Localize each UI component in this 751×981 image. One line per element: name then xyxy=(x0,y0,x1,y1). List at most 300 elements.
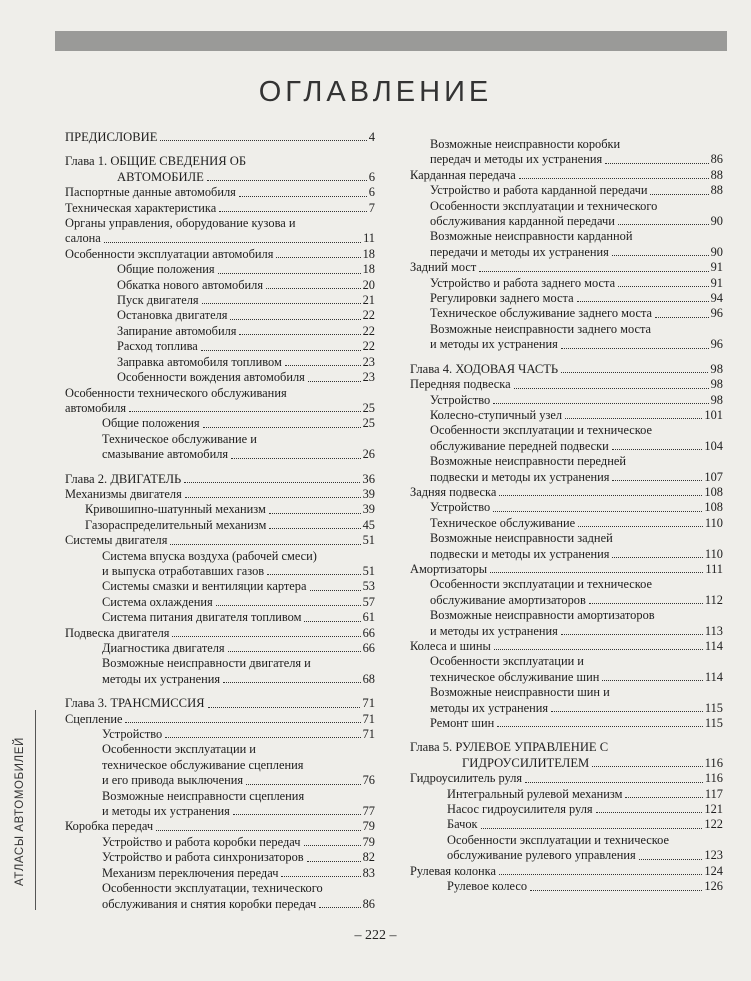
toc-entry xyxy=(410,879,723,894)
toc-entry xyxy=(65,432,375,463)
toc-entry-label: Диагностика двигателя xyxy=(102,641,225,655)
side-divider xyxy=(35,710,36,910)
toc-page-number: 66 xyxy=(362,641,375,655)
toc-entry-label: и его привода выключения xyxy=(102,773,244,788)
toc-entry xyxy=(65,278,375,293)
toc-entry-label: техническое обслуживание сцепления xyxy=(102,757,304,772)
toc-entry-label: Подвеска двигателя xyxy=(65,625,170,640)
dot-leader xyxy=(650,194,708,195)
toc-page-number: 104 xyxy=(704,438,723,453)
toc-page-number: 25 xyxy=(362,400,375,415)
toc-entry-label: Техническое обслуживание и xyxy=(102,431,257,446)
toc-entry-label: Бачок xyxy=(447,817,478,832)
toc-page-number: 86 xyxy=(362,896,375,911)
dot-leader xyxy=(577,301,709,302)
toc-entry-label: Механизмы двигателя xyxy=(65,486,182,501)
toc-entry xyxy=(410,608,723,639)
toc-page-number: 53 xyxy=(362,579,375,594)
toc-entry xyxy=(410,306,723,321)
toc-entry xyxy=(410,168,723,183)
toc-page-number: 121 xyxy=(704,802,723,817)
dot-leader xyxy=(612,255,709,256)
toc-entry-label: Система впуска воздуха (рабочей смеси) xyxy=(102,548,317,563)
toc-entry xyxy=(65,386,375,417)
toc-page-number: 111 xyxy=(705,561,723,576)
dot-leader xyxy=(156,830,360,831)
toc-entry-label: Глава 3. ТРАНСМИССИЯ xyxy=(65,696,205,711)
toc-entry xyxy=(410,516,723,531)
toc-entry-label: Рулевая колонка xyxy=(410,863,496,878)
dot-leader xyxy=(216,605,361,606)
toc-page-number: 51 xyxy=(362,533,375,548)
dot-leader xyxy=(203,427,361,428)
toc-entry xyxy=(65,533,375,548)
toc-entry xyxy=(410,485,723,500)
dot-leader xyxy=(596,812,703,813)
toc-page-number: 116 xyxy=(704,771,723,786)
toc-entry xyxy=(410,833,723,864)
toc-page-number: 22 xyxy=(362,308,375,323)
toc-page-number: 77 xyxy=(362,804,375,819)
toc-page-number: 110 xyxy=(704,546,723,561)
dot-leader xyxy=(605,163,708,164)
dot-leader xyxy=(104,242,361,243)
toc-page-number: 124 xyxy=(704,863,723,878)
toc-page-number: 113 xyxy=(704,623,723,638)
toc-entry-label: Интегральный рулевой механизм xyxy=(447,786,623,801)
toc-page-number: 90 xyxy=(710,214,723,229)
toc-entry-label: обслуживания и снятия коробки передач xyxy=(102,896,317,911)
toc-page-number: 57 xyxy=(362,594,375,609)
toc-page-number: 7 xyxy=(368,200,375,215)
toc-chapter-entry xyxy=(65,696,375,711)
toc-entry-label: Особенности вождения автомобиля xyxy=(117,370,305,385)
toc-page-number: 110 xyxy=(704,515,723,530)
toc-entry-label: Техническая характеристика xyxy=(65,200,217,215)
toc-page-number: 94 xyxy=(710,291,723,306)
dot-leader xyxy=(530,890,702,891)
dot-leader xyxy=(618,224,709,225)
toc-entry-label: Задняя подвеска xyxy=(410,484,497,499)
dot-leader xyxy=(267,574,360,575)
header-bar xyxy=(55,31,727,51)
toc-entry-label: Ремонт шин xyxy=(430,716,495,731)
toc-entry xyxy=(65,819,375,834)
toc-entry-label: Рулевое колесо xyxy=(447,879,528,894)
toc-page-number: 6 xyxy=(368,169,375,184)
toc-entry xyxy=(410,183,723,198)
toc-page-number: 86 xyxy=(710,152,723,167)
toc-entry xyxy=(410,199,723,230)
toc-entry xyxy=(410,229,723,260)
toc-entry-label: и выпуска отработавших газов xyxy=(102,563,265,578)
dot-leader xyxy=(639,859,703,860)
toc-page-number: 79 xyxy=(362,819,375,834)
toc-entry xyxy=(65,789,375,820)
toc-entry xyxy=(65,355,375,370)
toc-entry-label: Задний мост xyxy=(410,260,477,275)
toc-entry-label: Возможные неисправности карданной xyxy=(430,229,633,244)
toc-entry xyxy=(410,802,723,817)
toc-page-number: 61 xyxy=(362,610,375,625)
dot-leader xyxy=(655,317,709,318)
dot-leader xyxy=(269,528,360,529)
toc-entry-label: Возможные неисправности амортизаторов xyxy=(430,608,655,623)
toc-page-number: 71 xyxy=(362,727,375,742)
dot-leader xyxy=(304,621,360,622)
toc-entry-label: Карданная передача xyxy=(410,167,516,182)
toc-entry xyxy=(65,370,375,385)
toc-entry-label: Техническое обслуживание xyxy=(430,515,576,530)
toc-entry xyxy=(65,742,375,788)
toc-entry-label: Особенности эксплуатации и технического xyxy=(430,198,658,213)
toc-page-number: 18 xyxy=(362,262,375,277)
toc-entry-label: Устройство и работа синхронизаторов xyxy=(102,850,304,865)
page-title: ОГЛАВЛЕНИЕ xyxy=(258,76,493,108)
toc-entry xyxy=(410,531,723,562)
toc-entry xyxy=(65,727,375,742)
toc-entry-label: Глава 5. РУЛЕВОЕ УПРАВЛЕНИЕ С xyxy=(410,740,609,755)
toc-chapter-entry xyxy=(410,740,723,771)
toc-entry-label: Устройство и работа заднего моста xyxy=(430,275,616,290)
dot-leader xyxy=(239,196,367,197)
toc-entry xyxy=(65,866,375,881)
dot-leader xyxy=(578,526,703,527)
toc-entry-label: Возможные неисправности двигателя и xyxy=(102,656,311,671)
toc-entry xyxy=(410,500,723,515)
toc-entry-label: Паспортные данные автомобиля xyxy=(65,185,236,200)
toc-page-number: 39 xyxy=(362,502,375,517)
toc-page-number: 91 xyxy=(710,260,723,275)
dot-leader xyxy=(589,603,703,604)
toc-entry-label: Устройство xyxy=(430,500,491,515)
toc-page-number: 90 xyxy=(710,244,723,259)
toc-page-number: 4 xyxy=(368,130,375,144)
dot-leader xyxy=(281,876,360,877)
toc-entry-label: Регулировки заднего моста xyxy=(430,291,574,306)
dot-leader xyxy=(184,482,360,483)
dot-leader xyxy=(219,211,367,212)
toc-page-number: 71 xyxy=(362,696,375,711)
toc-page-number: 126 xyxy=(704,879,723,894)
toc-entry-label: обслуживание передней подвески xyxy=(430,438,609,453)
dot-leader xyxy=(519,178,709,179)
toc-entry xyxy=(65,502,375,517)
toc-entry xyxy=(410,260,723,275)
dot-leader xyxy=(231,458,360,459)
dot-leader xyxy=(223,682,360,683)
toc-entry xyxy=(410,276,723,291)
toc-entry xyxy=(410,408,723,423)
toc-entry-label: Возможные неисправности передней xyxy=(430,454,626,469)
toc-chapter-entry xyxy=(410,362,723,377)
toc-entry-label: Колеса и шины xyxy=(410,639,491,653)
toc-entry-label: обслуживание рулевого управления xyxy=(447,848,636,863)
toc-page-number: 114 xyxy=(704,639,723,653)
dot-leader xyxy=(561,372,708,373)
toc-entry-label: Обкатка нового автомобиля xyxy=(117,277,264,292)
dot-leader xyxy=(319,907,360,908)
toc-entry xyxy=(410,454,723,485)
toc-entry-label: Запирание автомобиля xyxy=(117,323,237,338)
toc-page-number: 98 xyxy=(710,361,723,376)
toc-entry-label: Устройство и работа карданной передачи xyxy=(430,183,648,198)
dot-leader xyxy=(246,784,360,785)
toc-entry-label: Особенности эксплуатации и xyxy=(430,654,584,669)
dot-leader xyxy=(494,649,703,650)
dot-leader xyxy=(612,557,702,558)
toc-page-number: 11 xyxy=(363,231,375,246)
toc-entry-label: и методы их устранения xyxy=(430,623,558,638)
toc-page-number: 21 xyxy=(362,293,375,308)
toc-entry-label: Сцепление xyxy=(65,711,123,726)
toc-entry-label: подвески и методы их устранения xyxy=(430,469,610,484)
toc-page-number: 116 xyxy=(704,755,723,770)
toc-entry-label: Особенности эксплуатации и техническое xyxy=(447,832,670,847)
dot-leader xyxy=(269,513,361,514)
toc-entry-label: Особенности эксплуатации, технического xyxy=(102,881,323,896)
toc-entry xyxy=(65,579,375,594)
toc-entry-label: Газораспределительный механизм xyxy=(85,517,267,532)
toc-entry-label: обслуживание амортизаторов xyxy=(430,592,586,607)
toc-entry-label: смазывание автомобиля xyxy=(102,447,229,462)
toc-entry xyxy=(410,639,723,654)
toc-right-column xyxy=(410,137,723,895)
toc-page-number: 96 xyxy=(710,306,723,321)
dot-leader xyxy=(602,680,703,681)
dot-leader xyxy=(561,348,709,349)
page-number: – 222 – xyxy=(354,928,397,943)
dot-leader xyxy=(170,544,360,545)
toc-entry xyxy=(65,881,375,912)
toc-entry-label: подвески и методы их устранения xyxy=(430,546,610,561)
toc-entry-label: Устройство xyxy=(102,727,163,742)
toc-entry-label: Общие положения xyxy=(117,262,215,277)
toc-page-number: 107 xyxy=(704,469,723,484)
toc-entry xyxy=(65,416,375,431)
toc-page-number: 26 xyxy=(362,447,375,462)
toc-entry-label: передачи и методы их устранения xyxy=(430,244,609,259)
toc-page-number: 88 xyxy=(710,183,723,198)
toc-entry-label: Пуск двигателя xyxy=(117,293,199,308)
dot-leader xyxy=(307,861,361,862)
toc-entry xyxy=(65,656,375,687)
toc-entry xyxy=(410,654,723,685)
toc-entry xyxy=(410,377,723,392)
toc-entry-label: Возможные неисправности сцепления xyxy=(102,788,305,803)
toc-entry-label: Возможные неисправности шин и xyxy=(430,685,610,700)
dot-leader xyxy=(481,828,703,829)
toc-page-number: 23 xyxy=(362,370,375,385)
toc-chapter-entry xyxy=(65,130,375,145)
toc-page-number: 20 xyxy=(362,277,375,292)
toc-entry xyxy=(65,324,375,339)
toc-entry xyxy=(65,850,375,865)
dot-leader xyxy=(285,365,361,366)
dot-leader xyxy=(165,737,360,738)
toc-entry-label: Коробка передач xyxy=(65,819,154,834)
toc-entry-label: Кривошипно-шатунный механизм xyxy=(85,502,266,517)
toc-entry-label: Устройство и работа коробки передач xyxy=(102,834,301,849)
dot-leader xyxy=(514,388,709,389)
toc-entry xyxy=(410,817,723,832)
dot-leader xyxy=(230,319,360,320)
toc-entry-label: и методы их устранения xyxy=(430,337,558,352)
toc-entry-label: Гидроусилитель руля xyxy=(410,771,523,786)
toc-entry-label: автомобиля xyxy=(65,400,127,415)
toc-page-number: 91 xyxy=(710,275,723,290)
dot-leader xyxy=(304,845,361,846)
toc-entry xyxy=(65,216,375,247)
toc-page-number: 123 xyxy=(704,848,723,863)
toc-entry xyxy=(410,716,723,731)
toc-entry-label: Система питания двигателя топливом xyxy=(102,610,302,625)
toc-entry xyxy=(65,595,375,610)
toc-entry-label: ГИДРОУСИЛИТЕЛЕМ xyxy=(462,755,590,770)
dot-leader xyxy=(239,334,360,335)
toc-entry-label: Устройство xyxy=(430,392,491,407)
toc-entry-label: Колесно-ступичный узел xyxy=(430,407,563,422)
toc-entry-label: и методы их устранения xyxy=(102,804,230,819)
toc-entry xyxy=(65,308,375,323)
toc-entry xyxy=(65,339,375,354)
toc-entry xyxy=(65,293,375,308)
dot-leader xyxy=(612,480,702,481)
toc-page-number: 117 xyxy=(704,786,723,801)
toc-entry-label: Особенности эксплуатации автомобиля xyxy=(65,246,274,261)
toc-chapter-entry xyxy=(65,472,375,487)
toc-entry-label: Особенности технического обслуживания xyxy=(65,385,287,400)
dot-leader xyxy=(233,814,361,815)
dot-leader xyxy=(172,636,360,637)
toc-page-number: 115 xyxy=(704,716,723,731)
toc-page-number: 22 xyxy=(362,339,375,354)
toc-page-number: 96 xyxy=(710,337,723,352)
toc-page-number: 115 xyxy=(704,700,723,715)
toc-entry-label: Передняя подвеска xyxy=(410,377,511,392)
toc-entry xyxy=(410,787,723,802)
dot-leader xyxy=(497,726,703,727)
toc-page-number: 36 xyxy=(362,471,375,486)
toc-entry-label: ПРЕДИСЛОВИЕ xyxy=(65,130,158,144)
toc-page-number: 101 xyxy=(704,407,723,422)
dot-leader xyxy=(185,497,361,498)
toc-page-number: 6 xyxy=(368,185,375,200)
toc-entry-label: передач и методы их устранения xyxy=(430,152,603,167)
toc-page-number: 22 xyxy=(362,323,375,338)
toc-entry xyxy=(65,185,375,200)
toc-entry xyxy=(410,393,723,408)
toc-chapter-entry xyxy=(65,154,375,185)
toc-page-number: 98 xyxy=(710,392,723,407)
toc-entry xyxy=(65,262,375,277)
toc-entry-label: АВТОМОБИЛЕ xyxy=(117,169,204,184)
toc-page-number: 23 xyxy=(362,354,375,369)
toc-entry-label: техническое обслуживание шин xyxy=(430,669,600,684)
toc-entry-label: методы их устранения xyxy=(102,671,221,686)
toc-page-number: 79 xyxy=(362,834,375,849)
series-side-label: АТЛАСЫ АВТОМОБИЛЕЙ xyxy=(14,737,26,886)
toc-entry-label: Особенности эксплуатации и техническое xyxy=(430,577,653,592)
toc-entry-label: Глава 2. ДВИГАТЕЛЬ xyxy=(65,471,182,486)
toc-entry-label: Механизм переключения передач xyxy=(102,865,279,880)
dot-leader xyxy=(266,288,361,289)
toc-entry-label: Глава 1. ОБЩИЕ СВЕДЕНИЯ ОБ xyxy=(65,154,247,169)
toc-entry xyxy=(65,610,375,625)
dot-leader xyxy=(129,411,361,412)
dot-leader xyxy=(618,286,709,287)
toc-page-number: 98 xyxy=(710,377,723,392)
dot-leader xyxy=(525,782,703,783)
toc-left-column xyxy=(65,130,375,912)
toc-entry xyxy=(410,423,723,454)
toc-entry-label: Возможные неисправности коробки xyxy=(430,137,621,151)
toc-entry-label: Глава 4. ХОДОВАЯ ЧАСТЬ xyxy=(410,361,559,376)
toc-entry-label: Заправка автомобиля топливом xyxy=(117,354,282,369)
dot-leader xyxy=(310,590,361,591)
toc-entry xyxy=(65,247,375,262)
toc-entry xyxy=(410,322,723,353)
toc-entry-label: обслуживания карданной передачи xyxy=(430,214,615,229)
toc-page-number: 39 xyxy=(362,486,375,501)
toc-page-number: 83 xyxy=(362,865,375,880)
dot-leader xyxy=(499,874,702,875)
toc-page-number: 114 xyxy=(704,669,723,684)
toc-entry xyxy=(65,487,375,502)
toc-entry xyxy=(410,562,723,577)
toc-entry-label: Системы смазки и вентиляции картера xyxy=(102,579,307,594)
dot-leader xyxy=(228,651,361,652)
toc-entry xyxy=(65,835,375,850)
toc-entry-label: Система охлаждения xyxy=(102,594,213,609)
toc-entry-label: Особенности эксплуатации и техническое xyxy=(430,423,653,438)
toc-entry xyxy=(410,291,723,306)
toc-page-number: 18 xyxy=(362,246,375,261)
dot-leader xyxy=(202,303,361,304)
toc-entry xyxy=(65,626,375,641)
toc-entry xyxy=(410,137,723,168)
toc-entry xyxy=(65,518,375,533)
dot-leader xyxy=(551,711,703,712)
toc-page-number: 68 xyxy=(362,671,375,686)
dot-leader xyxy=(479,271,708,272)
toc-page-number: 66 xyxy=(362,625,375,640)
toc-page-number: 122 xyxy=(704,817,723,832)
toc-page-number: 25 xyxy=(362,416,375,431)
dot-leader xyxy=(218,273,361,274)
dot-leader xyxy=(565,418,702,419)
toc-entry xyxy=(65,641,375,656)
toc-entry-label: салона xyxy=(65,231,101,246)
toc-entry xyxy=(410,771,723,786)
toc-entry xyxy=(65,712,375,727)
dot-leader xyxy=(592,766,702,767)
toc-entry xyxy=(65,549,375,580)
toc-entry-label: Особенности эксплуатации и xyxy=(102,742,256,757)
dot-leader xyxy=(125,722,360,723)
toc-page-number: 108 xyxy=(704,500,723,515)
dot-leader xyxy=(276,257,360,258)
dot-leader xyxy=(493,511,702,512)
dot-leader xyxy=(201,350,361,351)
dot-leader xyxy=(207,180,367,181)
toc-entry-label: Остановка двигателя xyxy=(117,308,228,323)
toc-page-number: 112 xyxy=(704,592,723,607)
dot-leader xyxy=(308,381,361,382)
dot-leader xyxy=(561,634,703,635)
toc-entry-label: методы их устранения xyxy=(430,700,549,715)
dot-leader xyxy=(612,449,703,450)
